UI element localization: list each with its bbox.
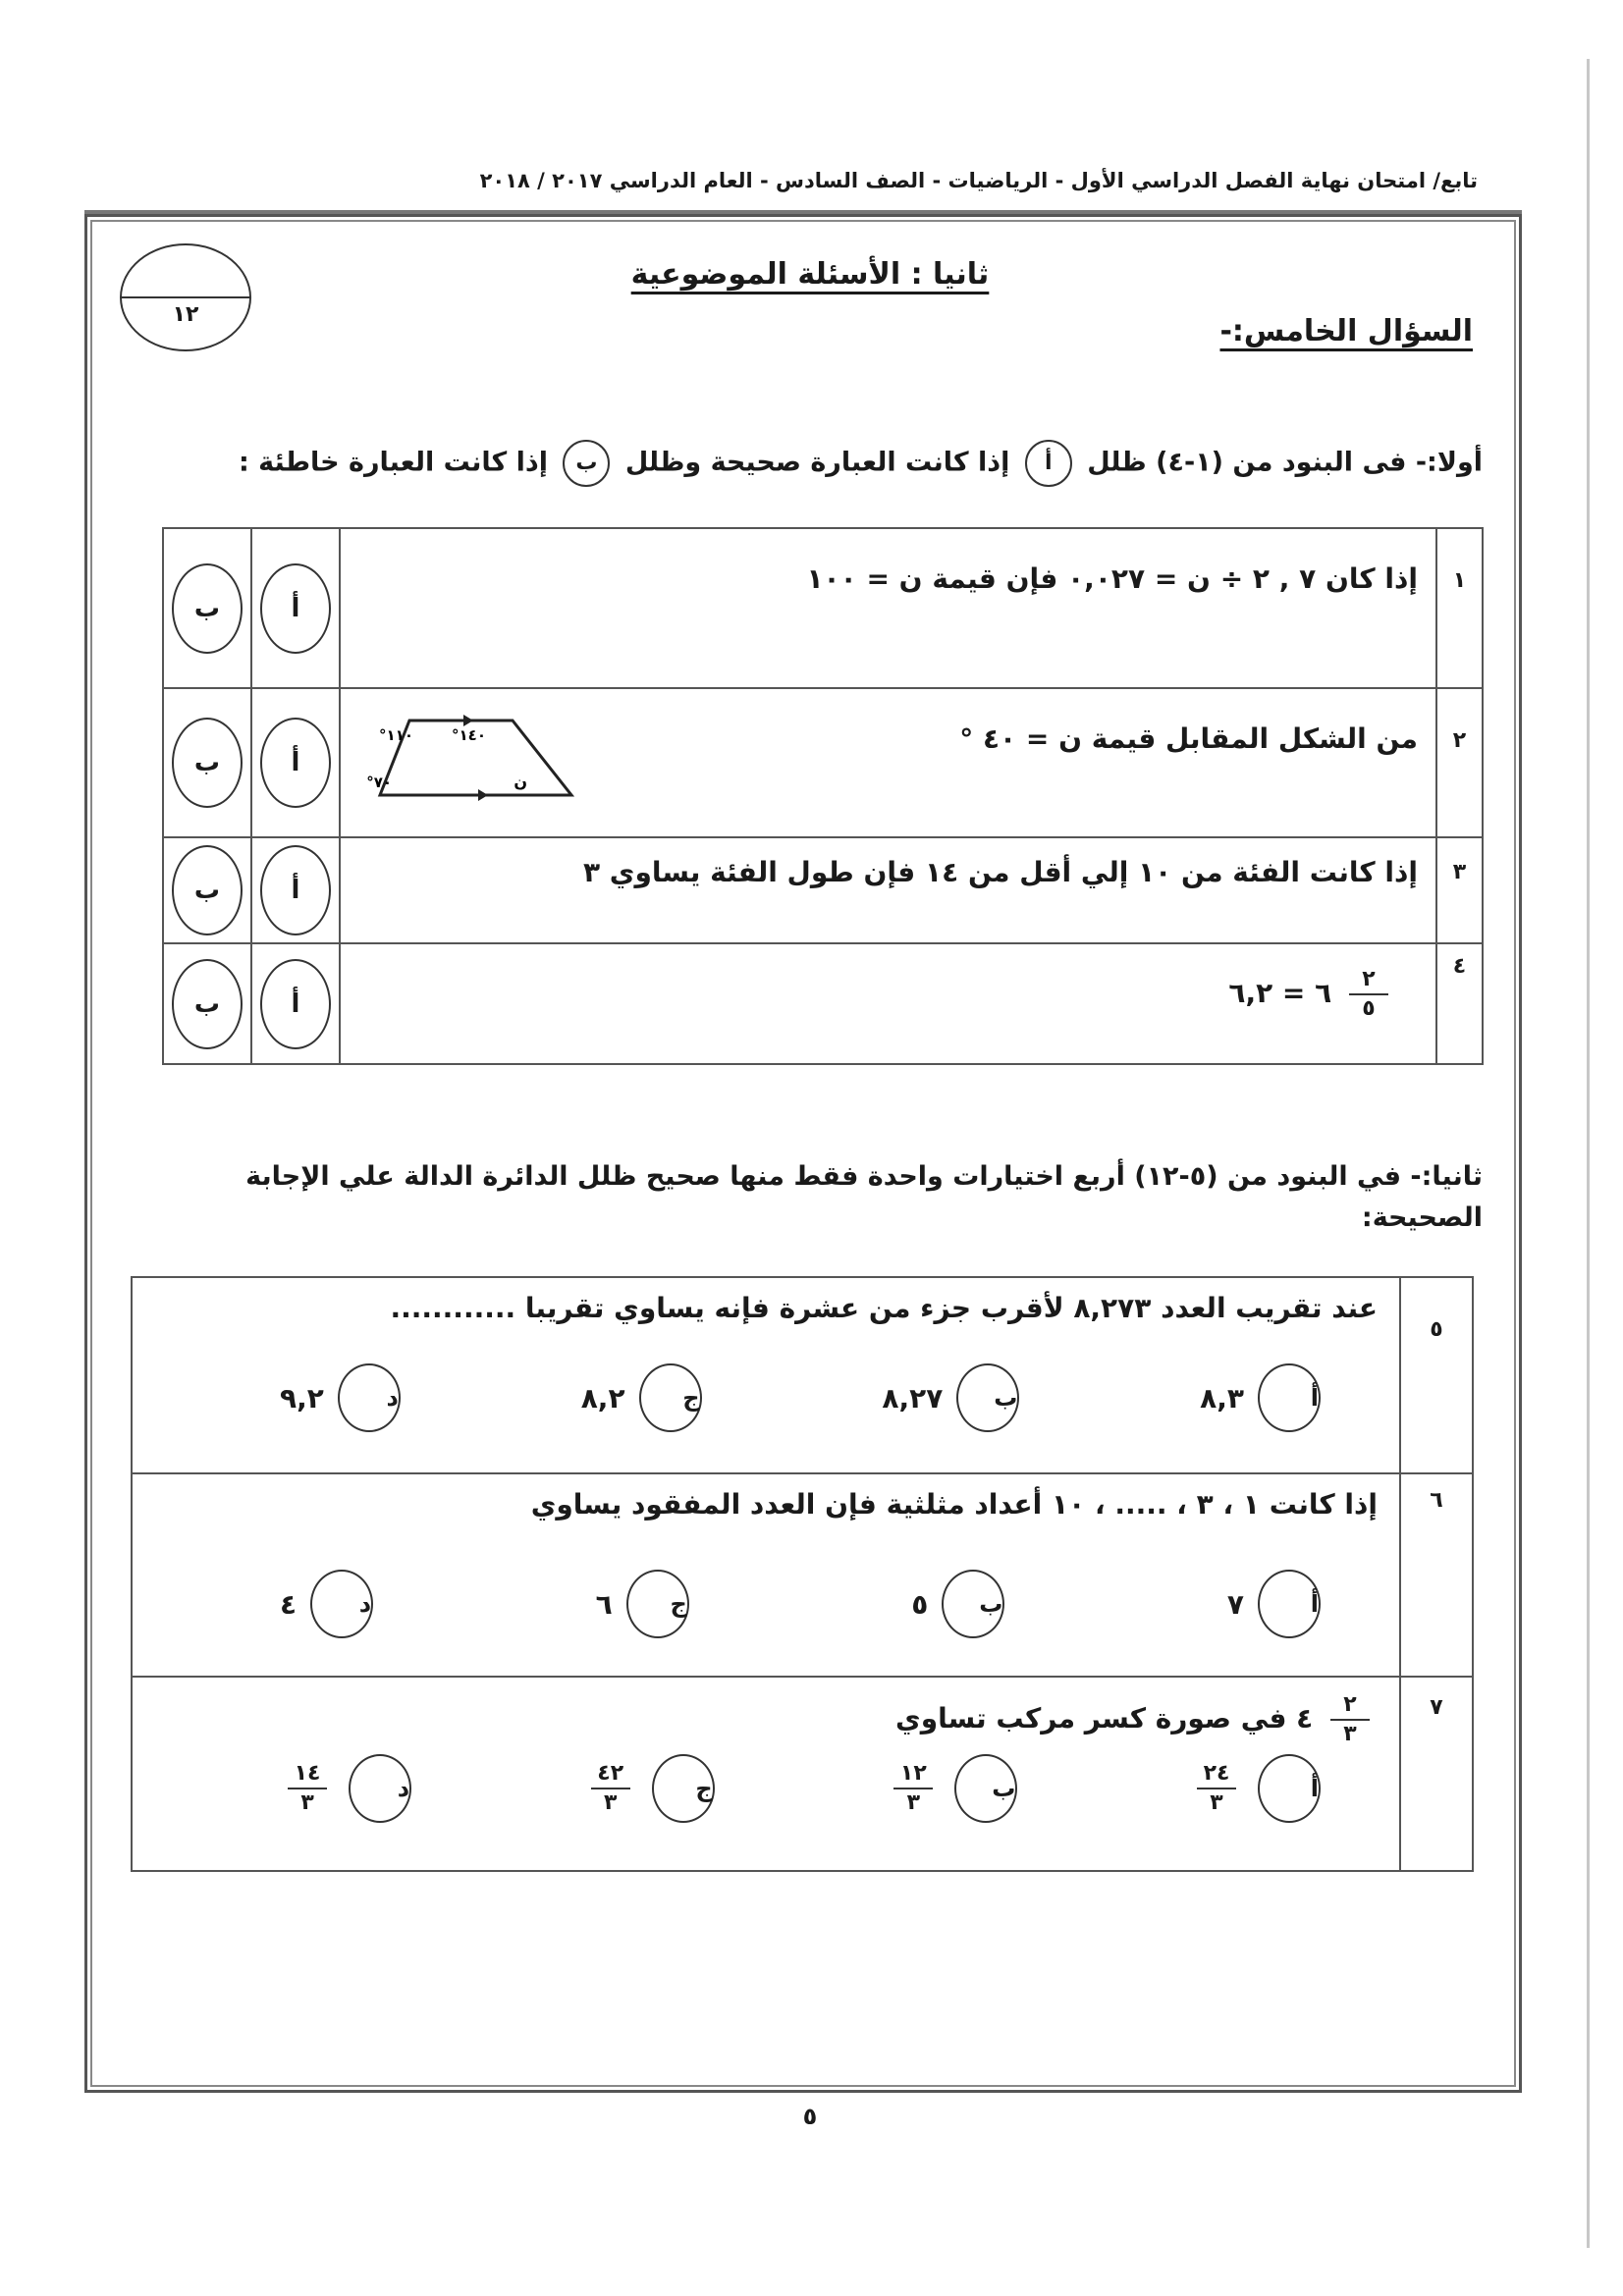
denominator: ٣: [1210, 1790, 1223, 1815]
instr-text-2: إذا كانت العبارة صحيحة وظلل: [624, 447, 1010, 478]
choice-a-cell: [251, 688, 340, 837]
scan-edge-line: [1587, 59, 1590, 2248]
denominator: ٣: [906, 1790, 921, 1815]
choice-a-circle[interactable]: أ: [260, 718, 331, 808]
numerator: ٢٤: [1203, 1761, 1230, 1786]
option-fraction: [893, 1760, 933, 1817]
option-a[interactable]: [1227, 1570, 1321, 1638]
question-text-body: في صورة كسر مركب تساوي: [895, 1702, 1287, 1735]
table-row: [132, 1677, 1473, 1871]
fraction: [1330, 1691, 1370, 1748]
score-divider: [122, 296, 249, 298]
option-b[interactable]: [886, 1754, 1017, 1823]
item-number: ٤: [1436, 943, 1483, 1064]
table-row: [132, 1473, 1473, 1677]
option-value: ٦: [595, 1587, 613, 1621]
whole-number: ٤: [1296, 1702, 1314, 1735]
choice-a-cell: [251, 837, 340, 943]
denominator: ٥: [1362, 996, 1376, 1021]
options: [133, 1748, 1399, 1842]
rhs-value: = ٦,٢: [1228, 977, 1306, 1009]
section-title-text: ثانيا : الأسئلة الموضوعية: [630, 257, 990, 292]
trapezoid-figure: [366, 709, 665, 807]
choice-b-circle[interactable]: ب: [172, 563, 243, 654]
option-a[interactable]: [1189, 1754, 1321, 1823]
table-row: [163, 688, 1483, 837]
question-text: [133, 1678, 1399, 1748]
table-row: [132, 1277, 1473, 1473]
item-number: ٧: [1400, 1677, 1473, 1871]
option-d[interactable]: [280, 1754, 411, 1823]
option-circle[interactable]: د: [338, 1363, 401, 1432]
score-circle: [120, 243, 251, 351]
numerator: ٤٢: [597, 1761, 624, 1786]
angle-label: ن: [514, 773, 527, 791]
item-number: ٦: [1400, 1473, 1473, 1677]
question-label: السؤال الخامس:-: [1219, 314, 1473, 348]
statement: إذا كانت الفئة من ١٠ إلي أقل من ١٤ فإن طول الفئة يساوي ٣: [340, 837, 1436, 943]
angle-label: ١١٠°: [379, 726, 413, 744]
option-d[interactable]: [280, 1363, 401, 1432]
statement: إذا كان ٧ , ٢ ÷ ن = ٠,٠٢٧ فإن قيمة ن = ١٠٠: [340, 528, 1436, 688]
option-b[interactable]: [911, 1570, 1004, 1638]
choice-a-circle[interactable]: أ: [260, 563, 331, 654]
instr-text-3: إذا كانت العبارة خاطئة :: [238, 447, 549, 478]
table-row: [163, 837, 1483, 943]
choice-b-circle[interactable]: ب: [172, 959, 243, 1049]
question-cell: [132, 1277, 1400, 1473]
option-a[interactable]: [1200, 1363, 1321, 1432]
option-circle[interactable]: ب: [956, 1363, 1019, 1432]
multiple-choice-table: [131, 1276, 1474, 1872]
option-circle[interactable]: أ: [1258, 1754, 1321, 1823]
choice-b-circle[interactable]: ب: [172, 718, 243, 808]
score-value: ١٢: [172, 302, 199, 327]
item-number: ١: [1436, 528, 1483, 688]
part1-instructions: [147, 440, 1483, 487]
numerator: ١٢: [899, 1761, 927, 1786]
option-value: ٨,٣: [1200, 1381, 1244, 1415]
option-d[interactable]: [280, 1570, 373, 1638]
denominator: ٣: [1343, 1722, 1357, 1746]
options: [133, 1324, 1399, 1452]
angle-label: ١٤٠°: [452, 726, 486, 744]
option-circle[interactable]: أ: [1258, 1363, 1321, 1432]
true-false-table: [162, 527, 1484, 1065]
choice-b-cell: [163, 528, 251, 688]
whole-number: ٦: [1315, 977, 1332, 1009]
option-circle[interactable]: ب: [942, 1570, 1004, 1638]
option-value: ٤: [280, 1587, 298, 1621]
statement: من الشكل المقابل قيمة ن = ٤٠ °: [959, 722, 1418, 755]
false-choice-circle: ب: [563, 440, 610, 487]
choice-a-circle[interactable]: أ: [260, 845, 331, 935]
angle-label: ٧٠°: [366, 774, 392, 791]
option-c[interactable]: [583, 1754, 715, 1823]
option-value: ٩,٢: [280, 1381, 324, 1415]
true-choice-circle: أ: [1025, 440, 1072, 487]
page-number: ٥: [802, 2103, 818, 2130]
instr-text-1: أولا:- فى البنود من (١-٤) ظلل: [1087, 447, 1483, 478]
numerator: ١٤: [294, 1761, 321, 1786]
exam-header: تابع/ امتحان نهاية الفصل الدراسي الأول - الرياضيات - الصف السادس - العام الدراسي ٢٠١٧ / ٢٠١٨: [479, 169, 1478, 192]
option-c[interactable]: [581, 1363, 702, 1432]
choice-b-cell: [163, 943, 251, 1064]
question-cell: [132, 1473, 1400, 1677]
table-row: [163, 943, 1483, 1064]
choice-a-circle[interactable]: أ: [260, 959, 331, 1049]
choice-a-cell: [251, 943, 340, 1064]
choice-b-circle[interactable]: ب: [172, 845, 243, 935]
choice-a-cell: [251, 528, 340, 688]
statement: [340, 943, 1436, 1064]
item-number: ٥: [1400, 1277, 1473, 1473]
option-value: ٧: [1226, 1587, 1244, 1621]
numerator: ٢: [1362, 967, 1376, 991]
item-number: ٣: [1436, 837, 1483, 943]
denominator: ٣: [603, 1790, 618, 1815]
option-circle[interactable]: د: [310, 1570, 373, 1638]
statement-cell: [340, 688, 1436, 837]
option-fraction: [591, 1760, 630, 1817]
option-value: ٨,٢: [580, 1381, 625, 1415]
fraction: [1349, 966, 1388, 1023]
option-fraction: [1197, 1760, 1236, 1817]
item-number: ٢: [1436, 688, 1483, 837]
question-cell: [132, 1677, 1400, 1871]
question-text: عند تقريب العدد ٨,٢٧٣ لأقرب جزء من عشرة فإنه يساوي تقريبا ............: [390, 1292, 1378, 1324]
numerator: ٢: [1343, 1692, 1357, 1717]
option-value: ٨,٢٧: [882, 1381, 944, 1415]
option-circle[interactable]: ج: [639, 1363, 702, 1432]
option-circle[interactable]: ب: [954, 1754, 1017, 1823]
option-circle[interactable]: ج: [652, 1754, 715, 1823]
choice-b-cell: [163, 688, 251, 837]
option-circle[interactable]: ج: [626, 1570, 689, 1638]
option-value: ٥: [911, 1587, 929, 1621]
option-circle[interactable]: أ: [1258, 1570, 1321, 1638]
choice-b-cell: [163, 837, 251, 943]
options: [133, 1521, 1399, 1658]
option-b[interactable]: [882, 1363, 1019, 1432]
option-c[interactable]: [596, 1570, 689, 1638]
part2-instructions: ثانيا:- في البنود من (٥-١٢) أربع اختيارات واحدة فقط منها صحيح ظلل الدائرة الدالة علي الإجابة الصحيحة:: [245, 1161, 1483, 1233]
question-text: إذا كانت ١ ، ٣ ، ..... ، ١٠ أعداد مثلثية فإن العدد المفقود يساوي: [530, 1488, 1378, 1521]
section-title: [491, 257, 1129, 292]
table-row: [163, 528, 1483, 688]
option-circle[interactable]: د: [349, 1754, 411, 1823]
option-fraction: [288, 1760, 327, 1817]
denominator: ٣: [300, 1790, 314, 1815]
